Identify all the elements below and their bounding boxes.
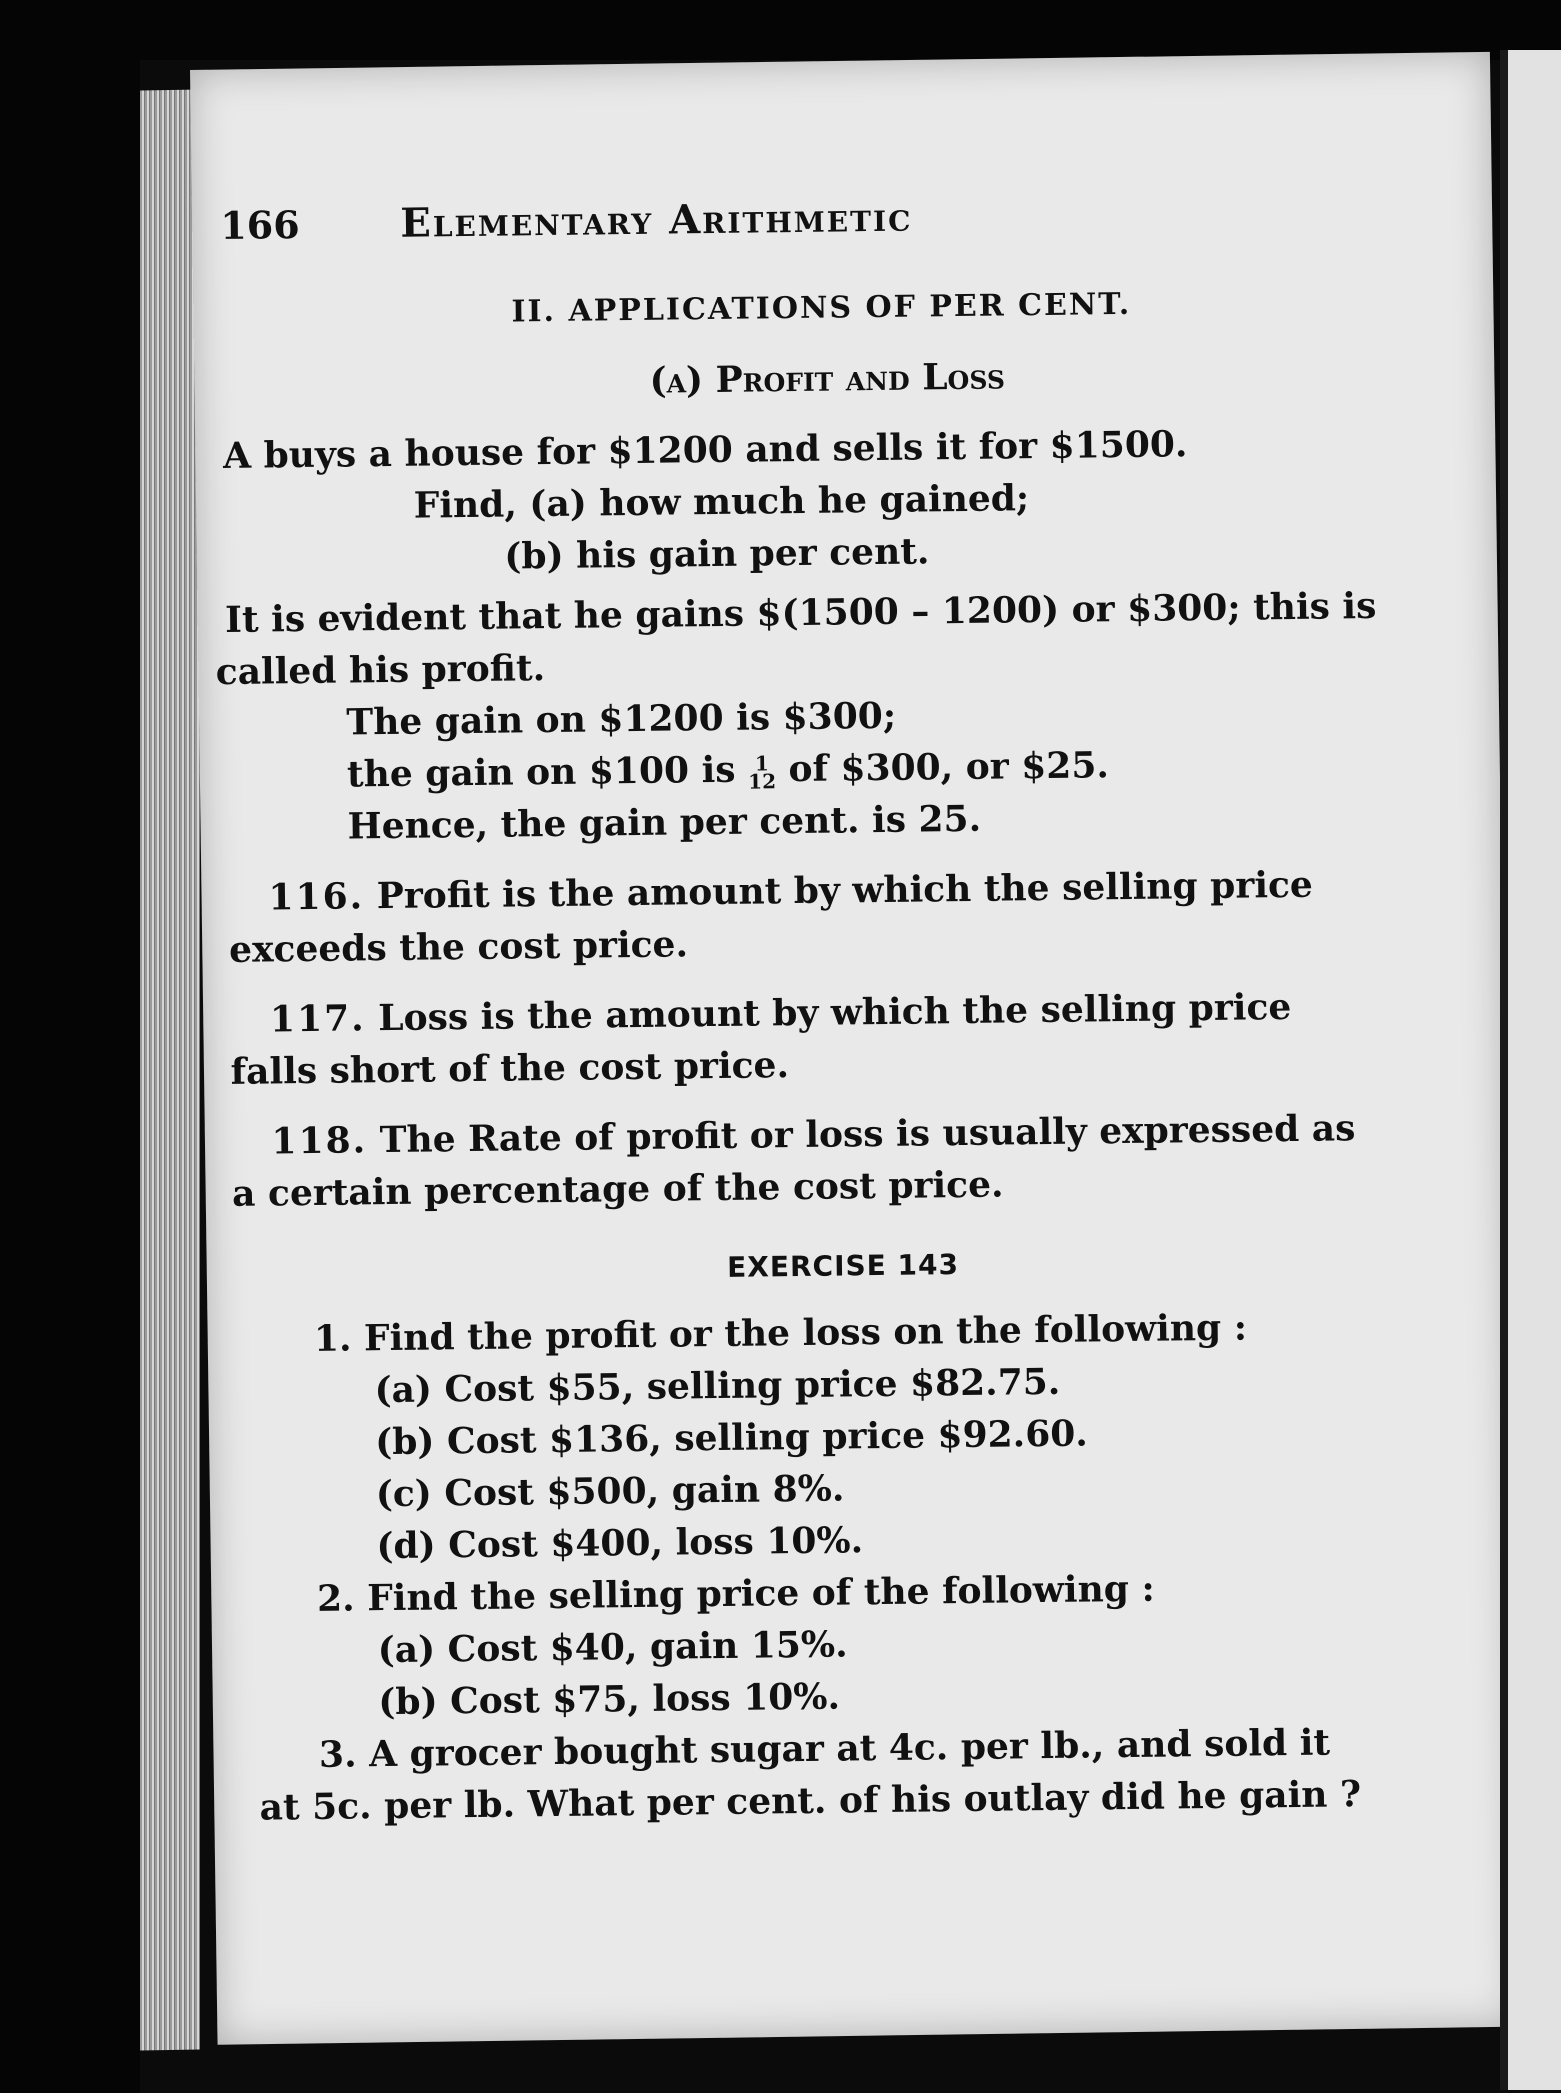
adjacent-page-edge [1500, 50, 1561, 2090]
definition-text: of profit or loss is usually expressed as [574, 1107, 1356, 1159]
definition-text: is the amount by which the selling price [501, 863, 1314, 916]
intro-line-1: A buys a house for $1200 and sells it for $1500. [222, 423, 1188, 477]
scan-border-left [0, 0, 140, 2093]
question-1-item-d: (d) Cost $400, loss 10%. [376, 1519, 864, 1568]
definition-term: Loss [377, 996, 469, 1040]
definition-117-cont: falls short of the cost price. [230, 1044, 790, 1093]
fraction-denominator: 12 [748, 769, 777, 794]
question-2: 2. Find the selling price of the following : [316, 1567, 1155, 1620]
definition-term: The Rate [379, 1116, 562, 1162]
calc-line-3: Hence, the gain per cent. is 25. [347, 797, 982, 848]
page-number: 166 [220, 202, 300, 248]
definition-number: 117. [269, 997, 366, 1041]
intro-line-3: (b) his gain per cent. [504, 530, 930, 578]
scan-border-top [0, 0, 1561, 60]
section-title: II. APPLICATIONS OF PER CENT. [511, 286, 1132, 330]
page-content [215, 186, 1400, 1834]
definition-term: Profit [376, 873, 490, 918]
definition-text: is the amount by which the selling price [480, 985, 1292, 1038]
intro-line-4: It is evident that he gains $(1500 – 1200) or $300; this is [224, 584, 1377, 641]
question-2-item-a: (a) Cost $40, gain 15%. [377, 1623, 848, 1672]
calc-line-1: The gain on $1200 is $300; [346, 694, 897, 744]
definition-116-cont: exceeds the cost price. [228, 923, 689, 971]
calc-line-2-end: of $300, or $25. [788, 744, 1110, 791]
running-title: Elementary Arithmetic [400, 193, 913, 247]
intro-line-5: called his profit. [215, 647, 546, 694]
fraction-numerator: 1 [754, 751, 770, 776]
exercise-title: EXERCISE 143 [726, 1248, 960, 1284]
question-1-item-c: (c) Cost $500, gain 8%. [375, 1467, 845, 1516]
running-header [220, 186, 1381, 280]
question-3: 3. A grocer bought sugar at 4c. per lb., and sold it [318, 1721, 1331, 1776]
question-2-item-b: (b) Cost $75, loss 10%. [378, 1675, 841, 1724]
question-1-item-b: (b) Cost $136, selling price $92.60. [374, 1412, 1089, 1464]
question-3-cont: at 5c. per lb. What per cent. of his outlay did he gain ? [259, 1773, 1362, 1829]
subsection-title: (a) Profit and Loss [649, 355, 1006, 402]
intro-line-2: Find, (a) how much he gained; [413, 477, 1030, 527]
question-1-item-a: (a) Cost $55, selling price $82.75. [374, 1360, 1061, 1412]
calc-line-2-start: the gain on $100 is [346, 748, 736, 796]
definition-number: 116. [268, 875, 365, 919]
question-1: 1. Find the profit or the loss on the following : [313, 1306, 1248, 1360]
fraction-one-twelfth [748, 751, 777, 794]
page-stack-edge [140, 89, 200, 2050]
definition-118-cont: a certain percentage of the cost price. [231, 1163, 1004, 1215]
definition-number: 118. [271, 1119, 368, 1163]
